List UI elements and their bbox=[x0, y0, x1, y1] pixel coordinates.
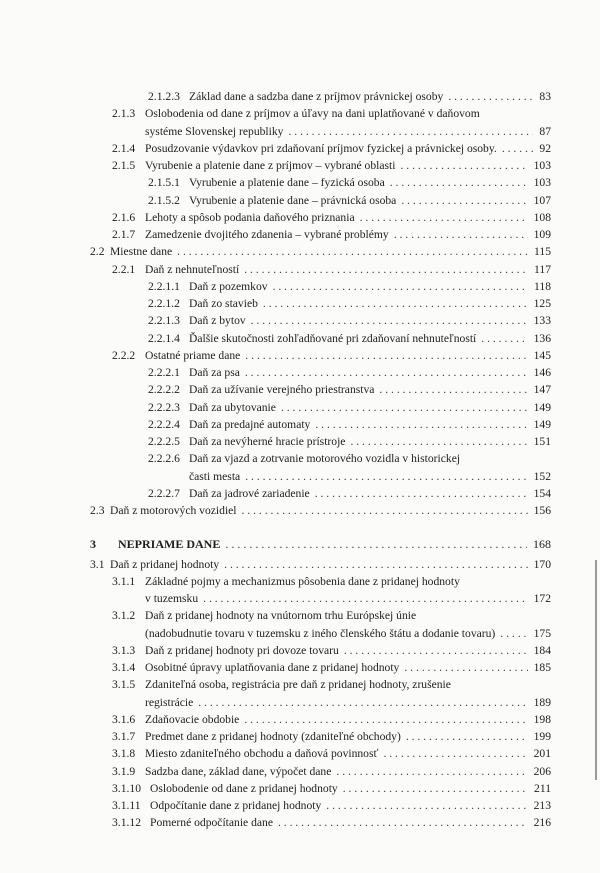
toc-entry-title: Sadzba dane, základ dane, výpočet dane bbox=[145, 764, 332, 778]
toc-entry-page: 185 bbox=[533, 661, 551, 674]
toc-entry-title-continued: registrácie bbox=[145, 695, 194, 709]
toc-entry-number: 3.1.12 bbox=[112, 816, 141, 830]
toc-entry-title: Daň za psa bbox=[189, 366, 240, 379]
toc-entry bbox=[0, 226, 600, 243]
dot-leader bbox=[281, 399, 528, 416]
toc-entry-title: Daň za ubytovanie bbox=[189, 400, 276, 414]
dot-leader bbox=[481, 330, 527, 347]
toc-entry-number: 3 bbox=[90, 537, 96, 552]
toc-entry bbox=[0, 140, 600, 157]
toc-entry-title: Zamedzenie dvojitého zdanenia – vybrané problémy bbox=[145, 228, 389, 241]
toc-entry-page: 146 bbox=[533, 366, 551, 379]
toc-entry-title: Daň za nevýherné hracie prístroje bbox=[189, 435, 346, 448]
toc-entry-page: 199 bbox=[533, 730, 551, 743]
dot-leader bbox=[245, 468, 527, 485]
toc-entry-page: 168 bbox=[533, 537, 551, 552]
toc-entry bbox=[0, 573, 600, 608]
toc-entry bbox=[0, 676, 600, 711]
toc-entry-title: Pomerné odpočítanie dane bbox=[150, 816, 273, 830]
toc-entry-page: 109 bbox=[533, 228, 551, 241]
toc-entry bbox=[0, 814, 600, 831]
toc-entry-title: Miestne dane bbox=[110, 245, 173, 259]
toc-entry-title: Daň z motorových vozidiel bbox=[110, 504, 237, 517]
dot-leader bbox=[360, 209, 528, 226]
toc-entry-page: 206 bbox=[533, 764, 551, 778]
toc-entry-page: 108 bbox=[533, 210, 551, 224]
toc-entry-number: 2.1.7 bbox=[112, 228, 136, 241]
dot-leader bbox=[245, 347, 527, 364]
toc-entry-number: 2.2.1.1 bbox=[148, 279, 180, 293]
dot-leader bbox=[315, 416, 527, 433]
toc-entry bbox=[0, 728, 600, 745]
toc-entry-number: 2.1.6 bbox=[112, 210, 136, 224]
toc-entry bbox=[0, 711, 600, 728]
toc-entry bbox=[0, 312, 600, 329]
dot-leader bbox=[273, 278, 528, 295]
toc-entry-title: Miesto zdaniteľného obchodu a daňová povinnosť bbox=[145, 747, 379, 761]
toc-entry-title: Vyrubenie a platenie dane – fyzická osoba bbox=[189, 176, 385, 190]
dot-leader bbox=[336, 763, 527, 780]
toc-entry-page: 103 bbox=[533, 176, 551, 190]
toc-entry bbox=[0, 88, 600, 105]
toc-entry bbox=[0, 556, 600, 573]
toc-entry bbox=[0, 433, 600, 450]
toc-entry-number: 3.1.3 bbox=[112, 643, 136, 657]
toc-entry-number: 2.1.2.3 bbox=[148, 90, 180, 103]
toc-entry-title: Daň za predajné automaty bbox=[189, 417, 311, 431]
toc-entry bbox=[0, 659, 600, 676]
toc-entry-page: 83 bbox=[539, 90, 551, 103]
toc-entry bbox=[0, 485, 600, 502]
dot-leader bbox=[448, 88, 533, 105]
toc-entry-title: NEPRIAME DANE bbox=[118, 537, 221, 552]
dot-leader bbox=[390, 174, 528, 191]
toc-entry-page: 149 bbox=[533, 417, 551, 431]
toc-entry-title: Daň z pridanej hodnoty na vnútornom trhu Európskej únie bbox=[145, 609, 417, 623]
dot-leader bbox=[502, 140, 534, 157]
toc-entry-page: 201 bbox=[533, 747, 551, 761]
toc-entry-title: Daň z pozemkov bbox=[189, 279, 268, 293]
toc-entry-number: 3.1.6 bbox=[112, 712, 136, 726]
toc-entry bbox=[0, 745, 600, 762]
toc-entry-number: 2.2.2.7 bbox=[148, 486, 180, 500]
toc-entry-title: Ďalšie skutočnosti zohľadňované pri zdaňovaní nehnuteľností bbox=[189, 331, 477, 345]
toc-entry-title-continued: v tuzemsku bbox=[145, 592, 199, 605]
toc-entry-page: 152 bbox=[533, 469, 551, 483]
toc-entry-title: Zdaňovacie obdobie bbox=[145, 712, 240, 726]
toc-entry-number: 3.1.4 bbox=[112, 661, 136, 674]
toc-entry-number: 2.2.2.6 bbox=[148, 452, 180, 466]
toc-entry-page: 92 bbox=[539, 141, 551, 155]
toc-entry-title: Oslobodenie od dane z pridanej hodnoty bbox=[150, 781, 338, 795]
toc-entry-number: 2.1.5.2 bbox=[148, 193, 180, 207]
toc-entry-title: Oslobodenia od dane z príjmov a úľavy na dani uplatňované v daňovom bbox=[145, 107, 480, 121]
toc-entry bbox=[0, 261, 600, 278]
toc-entry-title-continued: systéme Slovenskej republiky bbox=[145, 124, 284, 138]
toc-entry-page: 117 bbox=[534, 262, 551, 276]
toc-entry-page: 118 bbox=[534, 279, 551, 293]
toc-entry bbox=[0, 105, 600, 140]
toc-entry-page: 184 bbox=[533, 643, 551, 657]
toc-entry-page: 211 bbox=[534, 781, 551, 795]
toc-entry-title-continued: (nadobudnutie tovaru v tuzemsku z iného členského štátu a dodanie tovaru) bbox=[145, 626, 496, 640]
dot-leader bbox=[263, 295, 528, 312]
toc-entry bbox=[0, 364, 600, 381]
toc-entry bbox=[0, 399, 600, 416]
toc-entry-number: 3.1.10 bbox=[112, 781, 141, 795]
toc-entry-title: Daň z nehnuteľností bbox=[145, 262, 240, 276]
table-of-contents bbox=[0, 88, 600, 832]
dot-leader bbox=[394, 226, 528, 243]
toc-entry-number: 2.1.3 bbox=[112, 107, 136, 121]
toc-entry-number: 3.1.1 bbox=[112, 574, 136, 588]
toc-entry-number: 2.2.2.4 bbox=[148, 417, 180, 431]
toc-entry-page: 115 bbox=[534, 245, 551, 259]
toc-entry-title: Posudzovanie výdavkov pri zdaňovaní príjmov fyzickej a právnickej osoby. bbox=[145, 141, 497, 155]
toc-entry-page: 136 bbox=[533, 331, 551, 345]
page-edge-mark bbox=[595, 560, 597, 780]
toc-entry-number: 2.2.2.1 bbox=[148, 366, 180, 379]
toc-entry bbox=[0, 780, 600, 797]
toc-entry-number: 2.2.2.3 bbox=[148, 400, 180, 414]
toc-entry-number: 3.1.7 bbox=[112, 730, 136, 743]
toc-entry bbox=[0, 157, 600, 174]
toc-entry-title: Odpočítanie dane z pridanej hodnoty bbox=[150, 799, 322, 812]
toc-entry bbox=[0, 416, 600, 433]
toc-entry-title: Daň z pridanej hodnoty pri dovoze tovaru bbox=[145, 643, 339, 657]
toc-entry bbox=[0, 278, 600, 295]
toc-entry bbox=[0, 347, 600, 364]
toc-entry-title: Zdaniteľná osoba, registrácia pre daň z pridanej hodnoty, zrušenie bbox=[145, 678, 451, 692]
dot-leader bbox=[225, 536, 527, 553]
toc-entry-number: 2.2.1.4 bbox=[148, 331, 180, 345]
toc-entry-title: Vyrubenie a platenie dane z príjmov – vybrané oblasti bbox=[145, 159, 396, 172]
toc-entry-title: Základ dane a sadzba dane z príjmov právnickej osoby bbox=[189, 90, 444, 103]
toc-entry-page: 149 bbox=[533, 400, 551, 414]
dot-leader bbox=[203, 590, 527, 607]
toc-entry bbox=[0, 381, 600, 398]
toc-entry-number: 2.2.1.2 bbox=[148, 297, 180, 310]
toc-entry bbox=[0, 536, 600, 553]
dot-leader bbox=[177, 243, 528, 260]
toc-entry-number: 2.2.2 bbox=[112, 348, 136, 362]
toc-entry bbox=[0, 763, 600, 780]
toc-entry-number: 3.1.2 bbox=[112, 609, 136, 623]
toc-entry-title: Lehoty a spôsob podania daňového priznania bbox=[145, 210, 355, 224]
toc-entry-page: 103 bbox=[533, 159, 551, 172]
dot-leader bbox=[350, 433, 527, 450]
toc-entry bbox=[0, 174, 600, 191]
toc-entry-number: 3.1.5 bbox=[112, 678, 136, 692]
toc-entry-page: 170 bbox=[533, 557, 551, 571]
toc-entry bbox=[0, 295, 600, 312]
toc-entry bbox=[0, 192, 600, 209]
toc-entry-page: 154 bbox=[533, 486, 551, 500]
toc-entry-number: 2.1.5 bbox=[112, 159, 136, 172]
dot-leader bbox=[406, 728, 528, 745]
toc-entry-title: Daň z pridanej hodnoty bbox=[110, 557, 220, 571]
dot-leader bbox=[383, 745, 527, 762]
toc-entry-page: 147 bbox=[533, 383, 551, 397]
dot-leader bbox=[278, 814, 528, 831]
toc-entry bbox=[0, 243, 600, 260]
toc-entry-title: Daň za užívanie verejného priestranstva bbox=[189, 383, 375, 397]
dot-leader bbox=[244, 711, 527, 728]
dot-leader bbox=[242, 502, 528, 519]
toc-entry-page: 125 bbox=[533, 297, 551, 310]
toc-entry-number: 3.1.8 bbox=[112, 747, 136, 761]
dot-leader bbox=[245, 364, 528, 381]
toc-entry-title: Daň z bytov bbox=[189, 314, 246, 328]
toc-entry-number: 2.2.2.2 bbox=[148, 383, 180, 397]
toc-entry-page: 175 bbox=[533, 626, 551, 640]
toc-entry-title: Osobitné úpravy uplatňovania dane z pridanej hodnoty bbox=[145, 661, 400, 674]
toc-entry-number: 2.2.1 bbox=[112, 262, 136, 276]
dot-leader bbox=[251, 312, 528, 329]
toc-entry bbox=[0, 607, 600, 642]
dot-leader bbox=[500, 625, 527, 642]
toc-entry-number: 3.1.9 bbox=[112, 764, 136, 778]
toc-entry-title: Daň za jadrové zariadenie bbox=[189, 486, 310, 500]
toc-entry-number: 2.3 bbox=[90, 504, 105, 517]
toc-entry bbox=[0, 209, 600, 226]
dot-leader bbox=[288, 123, 533, 140]
dot-leader bbox=[343, 780, 528, 797]
toc-entry-title: Základné pojmy a mechanizmus pôsobenia dane z pridanej hodnoty bbox=[145, 574, 460, 588]
toc-entry-number: 3.1.11 bbox=[112, 799, 141, 812]
toc-entry-number: 2.1.4 bbox=[112, 141, 136, 155]
toc-entry bbox=[0, 330, 600, 347]
toc-entry-page: 145 bbox=[533, 348, 551, 362]
toc-entry-page: 87 bbox=[539, 124, 551, 138]
toc-entry-title: Daň zo stavieb bbox=[189, 297, 258, 310]
toc-entry-page: 133 bbox=[533, 314, 551, 328]
dot-leader bbox=[379, 381, 527, 398]
toc-entry bbox=[0, 642, 600, 659]
toc-entry-number: 3.1 bbox=[90, 557, 105, 571]
toc-entry bbox=[0, 502, 600, 519]
toc-entry-page: 107 bbox=[533, 193, 551, 207]
dot-leader bbox=[244, 261, 528, 278]
dot-leader bbox=[326, 797, 527, 814]
dot-leader bbox=[400, 157, 527, 174]
dot-leader bbox=[404, 659, 527, 676]
toc-entry-title: Daň za vjazd a zotrvanie motorového vozidla v historickej bbox=[189, 452, 461, 466]
toc-entry-title: Vyrubenie a platenie dane – právnická osoba bbox=[189, 193, 397, 207]
toc-entry-title-continued: časti mesta bbox=[189, 469, 241, 483]
toc-entry-page: 151 bbox=[533, 435, 551, 448]
dot-leader bbox=[198, 694, 527, 711]
toc-entry-number: 2.2 bbox=[90, 245, 105, 259]
dot-leader bbox=[224, 556, 527, 573]
toc-entry-page: 216 bbox=[533, 816, 551, 830]
toc-entry-number: 2.2.2.5 bbox=[148, 435, 180, 448]
toc-entry-page: 213 bbox=[533, 799, 551, 812]
dot-leader bbox=[315, 485, 528, 502]
toc-entry-page: 198 bbox=[533, 712, 551, 726]
toc-entry bbox=[0, 797, 600, 814]
toc-entry-number: 2.2.1.3 bbox=[148, 314, 180, 328]
dot-leader bbox=[344, 642, 528, 659]
dot-leader bbox=[401, 192, 527, 209]
toc-entry-page: 156 bbox=[533, 504, 551, 517]
toc-entry-page: 189 bbox=[533, 695, 551, 709]
toc-entry bbox=[0, 450, 600, 485]
toc-entry-number: 2.1.5.1 bbox=[148, 176, 180, 190]
toc-entry-page: 172 bbox=[533, 592, 551, 605]
toc-entry-title: Ostatné priame dane bbox=[145, 348, 241, 362]
toc-entry-title: Predmet dane z pridanej hodnoty (zdaniteľné obchody) bbox=[145, 730, 401, 743]
